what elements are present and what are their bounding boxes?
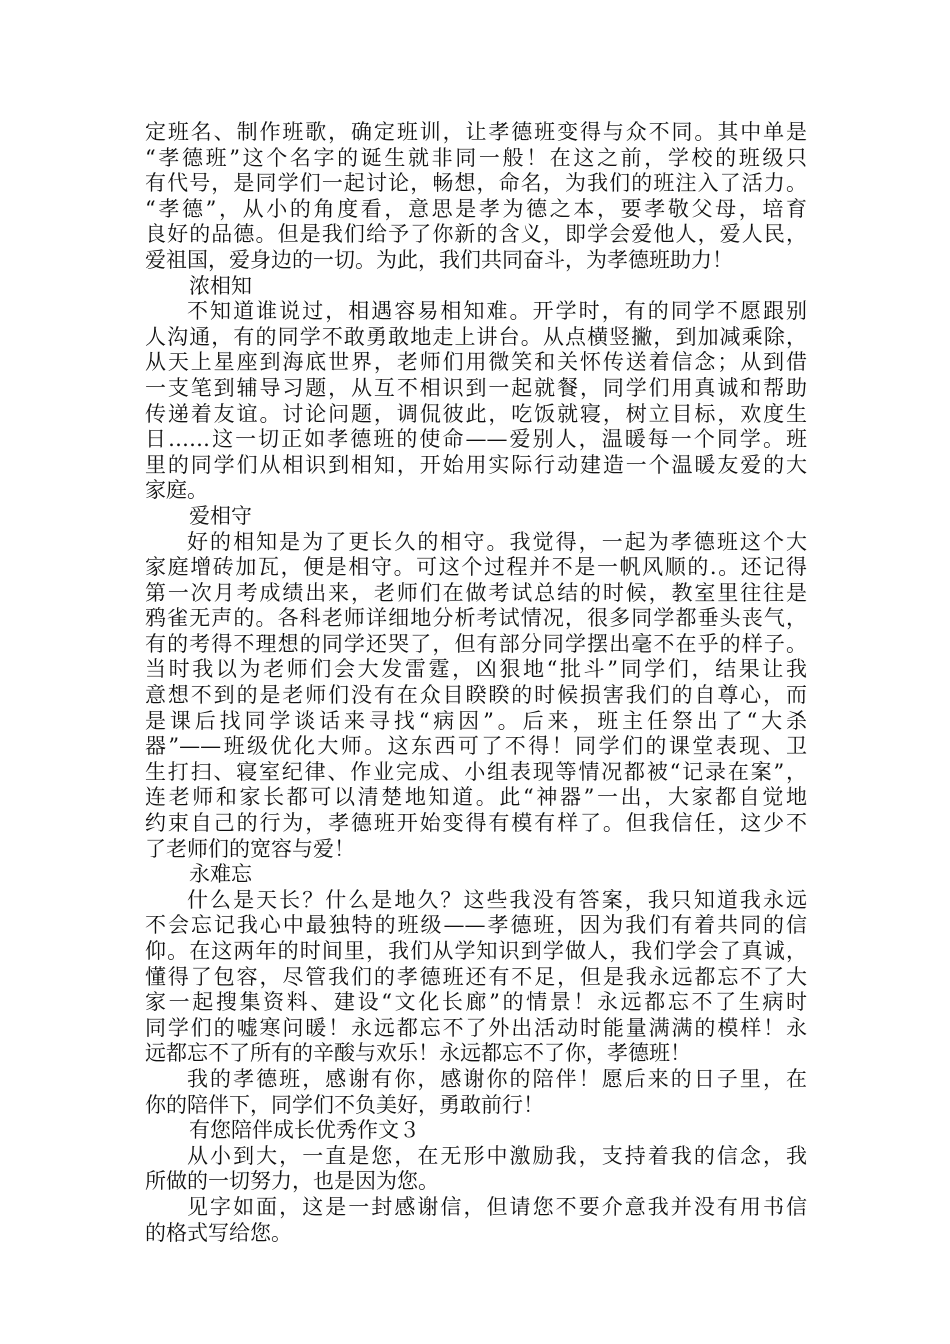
text-line: 懂得了包容，尽管我们的孝德班还有不足，但是我永远都忘不了大 (145, 964, 807, 989)
text-line: 了老师们的宽容与爱！ (145, 836, 355, 861)
text-line: 有代号，是同学们一起讨论，畅想，命名，为我们的班注入了活力。 (145, 171, 807, 196)
text-line: 仰。在这两年的时间里，我们从学知识到学做人，我们学会了真诚， (145, 939, 807, 963)
text-line: 意想不到的是老师们没有在众目睽睽的时候损害我们的自尊心，而 (145, 683, 807, 708)
text-line: 好的相知是为了更长久的相守。我觉得，一起为孝德班这个大 (187, 529, 807, 554)
text-line: 有的考得不理想的同学还哭了，但有部分同学摆出毫不在乎的样子。 (145, 631, 807, 656)
text-line: 我的孝德班，感谢有你，感谢你的陪伴！愿后来的日子里，在 (187, 1066, 807, 1091)
text-line: 从天上星座到海底世界，老师们用微笑和关怀传送着信念；从到借 (145, 350, 807, 375)
text-line: 连老师和家长都可以清楚地知道。此“神器”一出，大家都自觉地 (145, 785, 807, 810)
document-body (145, 120, 807, 1246)
section-heading: 永难忘 (189, 862, 252, 887)
text-line: 人沟通，有的同学不敢勇敢地走上讲台。从点横竖撇，到加减乘除， (145, 324, 807, 349)
text-line: “孝德”，从小的角度看，意思是孝为德之本，要孝敬父母，培育 (145, 196, 807, 221)
text-line: “孝德班”这个名字的诞生就非同一般！在这之前，学校的班级只 (145, 145, 807, 170)
text-line: 不会忘记我心中最独特的班级——孝德班，因为我们有着共同的信 (145, 913, 807, 938)
text-line: 鸦雀无声的。各科老师详细地分析考试情况，很多同学都垂头丧气， (145, 606, 807, 631)
text-line: 家庭。 (145, 478, 208, 503)
text-line: 器”——班级优化大师。这东西可了不得！同学们的课堂表现、卫 (145, 734, 807, 759)
section-heading: 有您陪伴成长优秀作文３ (189, 1118, 420, 1143)
text-line: 第一次月考成绩出来，老师们在做考试总结的时候，教室里往往是 (145, 580, 807, 605)
section-heading: 爱相守 (189, 503, 252, 528)
text-line: 一支笔到辅导习题，从互不相识到一起就餐，同学们用真诚和帮助 (145, 375, 807, 400)
text-line: 里的同学们从相识到相知，开始用实际行动建造一个温暖友爱的大 (145, 452, 807, 477)
text-line: 远都忘不了所有的辛酸与欢乐！永远都忘不了你，孝德班！ (145, 1041, 691, 1066)
text-line: 是课后找同学谈话来寻找“病因”。后来，班主任祭出了“大杀 (145, 708, 807, 733)
text-line: 家一起搜集资料、建设“文化长廊”的情景！永远都忘不了生病时 (145, 990, 807, 1015)
text-line: 良好的品德。但是我们给予了你新的含义，即学会爱他人，爱人民， (145, 222, 807, 247)
text-line: 家庭增砖加瓦，便是相守。可这个过程并不是一帆风顺的.。还记得 (145, 555, 807, 580)
text-line: 当时我以为老师们会大发雷霆，凶狠地“批斗”同学们，结果让我 (145, 657, 807, 682)
text-line: 同学们的嘘寒问暖！永远都忘不了外出活动时能量满满的模样！永 (145, 1015, 807, 1040)
text-line: 见字如面，这是一封感谢信，但请您不要介意我并没有用书信 (187, 1194, 807, 1219)
text-line: 定班名、制作班歌，确定班训，让孝德班变得与众不同。其中单是 (145, 120, 807, 144)
text-line: 日……这一切正如孝德班的使命——爱别人，温暖每一个同学。班 (145, 427, 807, 452)
text-line: 从小到大，一直是您，在无形中激励我，支持着我的信念，我 (187, 1143, 807, 1168)
text-line: 什么是天长？什么是地久？这些我没有答案，我只知道我永远 (187, 887, 807, 912)
text-line: 的格式写给您。 (145, 1220, 292, 1245)
text-line: 传递着友谊。讨论问题，调侃彼此，吃饭就寝，树立目标，欢度生 (145, 401, 807, 426)
text-line: 爱祖国，爱身边的一切。为此，我们共同奋斗，为孝德班助力！ (145, 247, 733, 272)
text-line: 生打扫、寝室纪律、作业完成、小组表现等情况都被“记录在案”， (145, 759, 807, 784)
text-line: 所做的一切努力，也是因为您。 (145, 1169, 439, 1194)
text-line: 你的陪伴下，同学们不负美好，勇敢前行！ (145, 1092, 544, 1117)
section-heading: 浓相知 (189, 273, 252, 298)
text-line: 不知道谁说过，相遇容易相知难。开学时，有的同学不愿跟别 (187, 299, 807, 324)
text-line: 约束自己的行为，孝德班开始变得有模有样了。但我信任，这少不 (145, 811, 807, 836)
